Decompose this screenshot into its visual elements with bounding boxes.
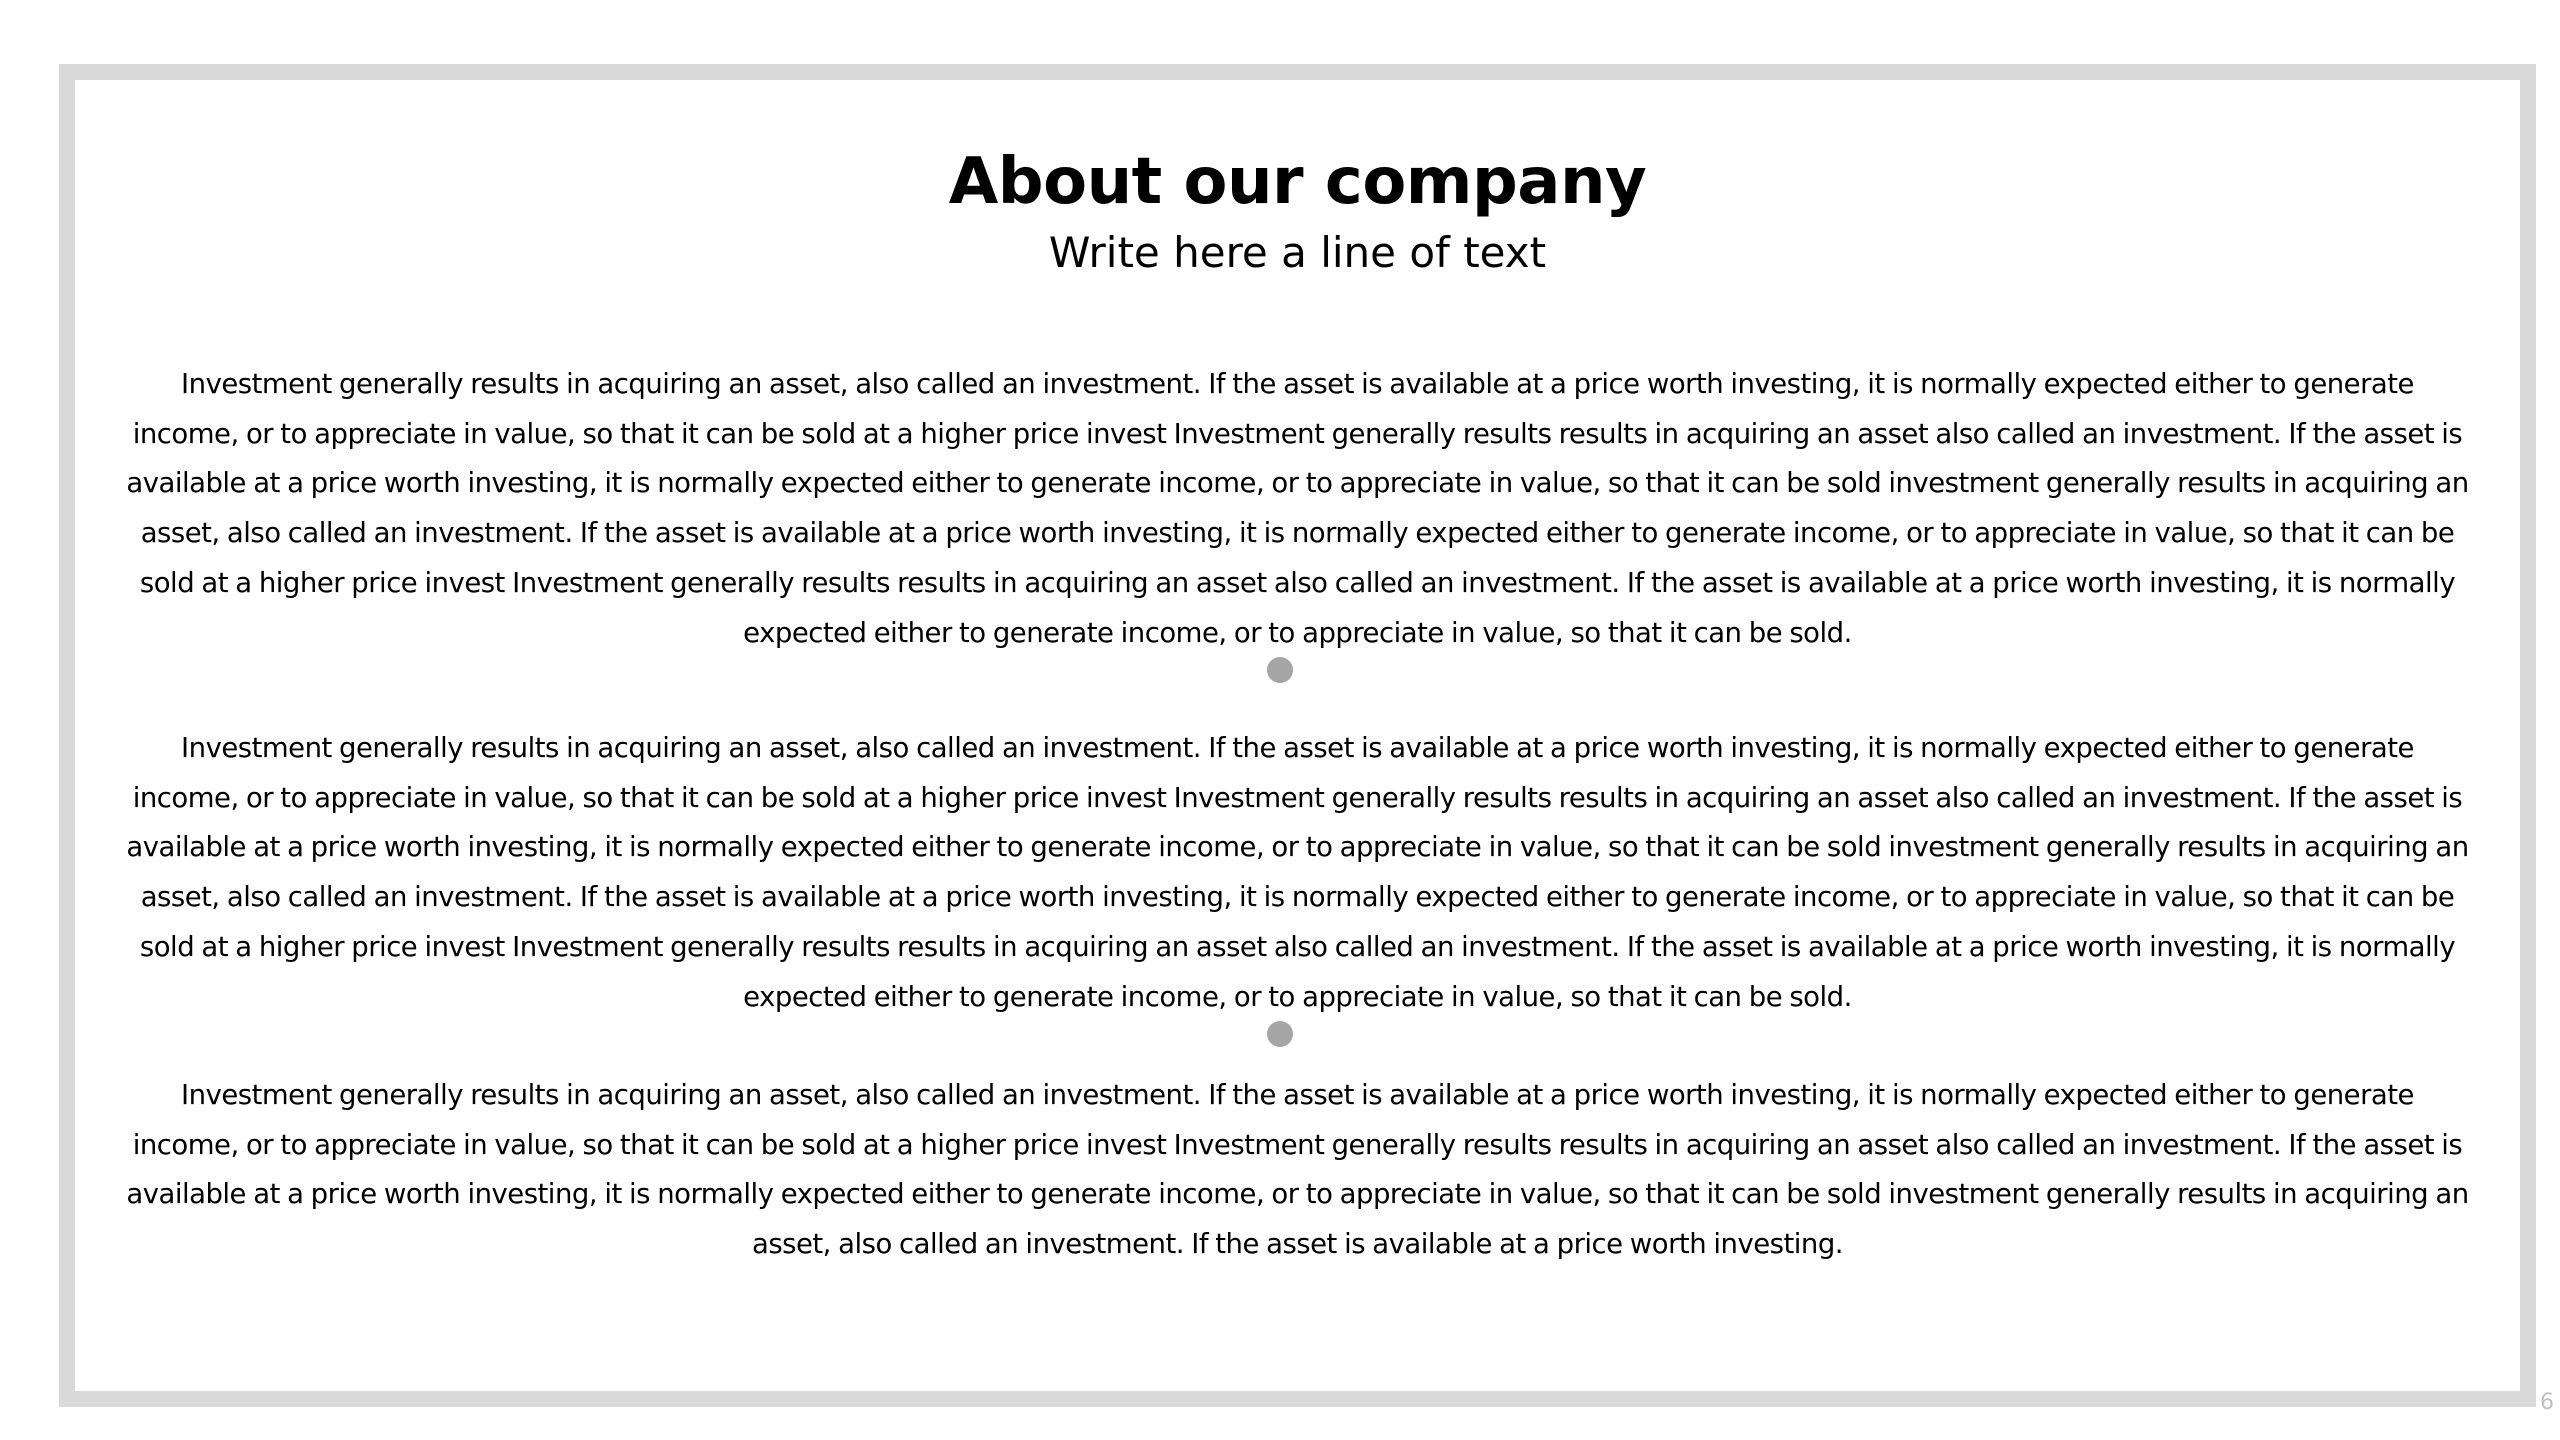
slide-subtitle: Write here a line of text	[1048, 228, 1547, 277]
slide-frame	[59, 64, 2536, 1407]
separator-dot-1	[1267, 657, 1293, 683]
page-number: 6	[2540, 1390, 2554, 1415]
body-paragraph-1: Investment generally results in acquiring an asset, also called an investment. If the asset is available at a price worth investing, it is normally expected either to generate income, or to appreciate in value, so that it can be sold at a higher price invest Investment generally results results in acquiring an asset also called an investment. If the asset is available at a price worth investing, it is normally expected either to generate income, or to appreciate in value, so that it can be sold investment generally results in acquiring an asset, also called an investment. If the asset is available at a price worth investing, it is normally expected either to generate income, or to appreciate in value, so that it can be sold at a higher price invest Investment generally results results in acquiring an asset also called an investment. If the asset is available at a price worth investing, it is normally expected either to generate income, or to appreciate in value, so that it can be sold.	[126, 368, 2469, 649]
body-paragraph-3: Investment generally results in acquiring an asset, also called an investment. If the asset is available at a price worth investing, it is normally expected either to generate income, or to appreciate in value, so that it can be sold at a higher price invest Investment generally results results in acquiring an asset also called an investment. If the asset is available at a price worth investing, it is normally expected either to generate income, or to appreciate in value, so that it can be sold investment generally results in acquiring an asset, also called an investment. If the asset is available at a price worth investing.	[126, 1079, 2469, 1261]
slide-title: About our company	[948, 145, 1647, 219]
body-paragraph-2: Investment generally results in acquiring an asset, also called an investment. If the asset is available at a price worth investing, it is normally expected either to generate income, or to appreciate in value, so that it can be sold at a higher price invest Investment generally results results in acquiring an asset also called an investment. If the asset is available at a price worth investing, it is normally expected either to generate income, or to appreciate in value, so that it can be sold investment generally results in acquiring an asset, also called an investment. If the asset is available at a price worth investing, it is normally expected either to generate income, or to appreciate in value, so that it can be sold at a higher price invest Investment generally results results in acquiring an asset also called an investment. If the asset is available at a price worth investing, it is normally expected either to generate income, or to appreciate in value, so that it can be sold.	[126, 732, 2469, 1013]
separator-dot-2	[1267, 1021, 1293, 1047]
